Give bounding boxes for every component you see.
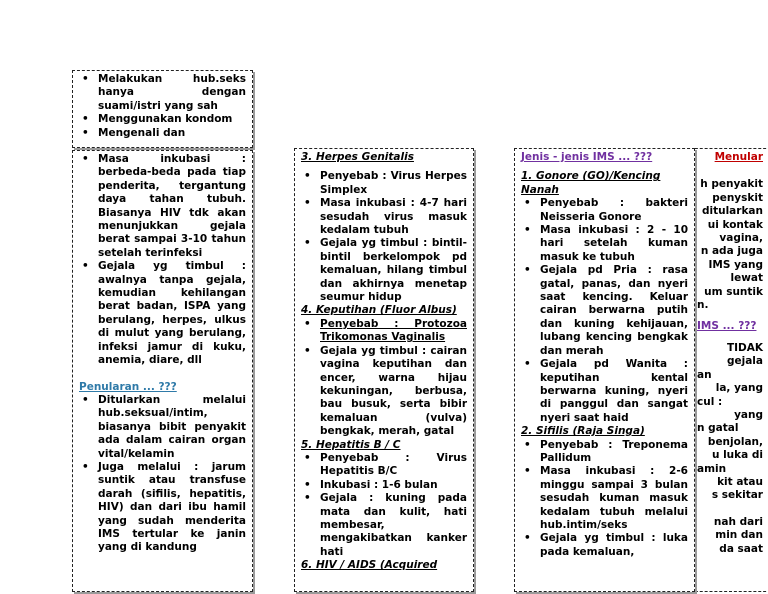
list-item: • Penyebab : Virus Herpes Simplex: [301, 170, 467, 197]
list-item: • Gejala yg timbul : luka pada kemaluan,: [521, 532, 688, 559]
text-fragment: min dan: [715, 529, 763, 542]
list-item: • Gejala : kuning pada mata dan kulit, hati membesar, mengakibatkan kanker hati: [301, 492, 467, 559]
text-fragment: IMS yang: [708, 258, 763, 271]
text-fragment: da saat: [719, 542, 763, 555]
list-item: • Gejala yg timbul : cairan vagina keputihan dan encer, warna hijau kekuningan, berbusa, bau busuk, serta bibir kemaluan (vulva) bengkak, merah, gatal: [301, 345, 467, 439]
section-heading-hepatitis: 5. Hepatitis B / C: [301, 438, 401, 451]
list-item: • Gejala yg timbul : bintil-bintil berkelompok pd kemaluan, hilang timbul dan akhirnya menetap seumur hidup: [301, 237, 467, 304]
text-fragment: cul :: [697, 395, 723, 408]
herpes-list: [301, 170, 467, 304]
list-item: • Ditularkan melalui hub.seksual/intim, biasanya bibit penyakit ada dalam cairan organ vital/kelamin: [79, 394, 246, 461]
text-fragment: penyskit: [712, 191, 763, 204]
text-fragment: TIDAK: [726, 341, 763, 354]
list-item: • Penyebab : bakteri Neisseria Gonore: [521, 197, 688, 224]
list-item: • Inkubasi : 1-6 bulan: [301, 479, 467, 492]
list-item: • Penyebab : Protozoa Trikomonas Vaginalis: [301, 318, 467, 345]
text-fragment: nah dari: [713, 515, 763, 528]
text-fragment: la, yang: [715, 382, 763, 395]
list-item: • Menggunakan kondom: [79, 113, 246, 126]
text-fragment: lewat: [730, 272, 763, 285]
section-heading-sifilis: 2. Sifilis (Raja Singa): [521, 425, 645, 438]
section-heading-herpes: 3. Herpes Genitalis: [301, 151, 414, 163]
text-fragment: gejala: [726, 355, 763, 368]
text-fragment: h penyakit: [700, 178, 763, 191]
hepatitis-list: [301, 452, 467, 559]
list-item: • Gejala pd Pria : rasa gatal, panas, dan nyeri saat kencing. Keluar cairan berwarna putih dan kuning kehijauan, lubang kencing bengkak dan merah: [521, 264, 688, 358]
text-fragment: kit atau: [717, 475, 763, 488]
penularan-list: [79, 394, 246, 555]
list-item: • Masa inkubasi : berbeda-beda pada tiap penderita, tergantung daya tahan tubuh. Biasanya HIV tdk akan menunjukkan gejala berat sampai 3-10 tahun setelah terinfeksi: [79, 153, 246, 260]
col4-box: [690, 148, 768, 592]
gonore-list: [521, 197, 688, 425]
list-item: • Masa inkubasi : 4-7 hari sesudah virus masuk kedalam tubuh: [301, 197, 467, 237]
list-item: • Gejala yg timbul : awalnya tanpa gejala, kemudian kehilangan berat badan, ISPA yang berulang, herpes, ulkus di mulut yang berulang, infeksi jamur di kuku, anemia, diare, dll: [79, 260, 246, 367]
list-item: • Penyebab : Virus Hepatitis B/C: [301, 452, 467, 479]
text-fragment: ditularkan: [701, 205, 763, 218]
list-item: • Masa inkubasi : 2-6 minggu sampai 3 bulan sesudah kuman masuk kedalam tubuh melalui hub.intim/seks: [521, 465, 688, 532]
text-fragment: ui kontak: [707, 218, 763, 231]
text-fragment: n gatal: [697, 422, 739, 435]
list-item: • Mengenali dan: [79, 127, 246, 140]
ims-heading-fragment: IMS ... ???: [697, 320, 757, 333]
list-item: • Penyebab : Treponema Pallidum: [521, 439, 688, 466]
section-heading-gonore: 1. Gonore (GO)/Kencing Nanah: [521, 170, 661, 196]
list-item: • Masa inkubasi : 2 - 10 hari setelah kuman masuk ke tubuh: [521, 224, 688, 264]
text-fragment: amin: [697, 462, 727, 475]
section-heading-keputihan: 4. Keputihan (Fluor Albus): [301, 304, 457, 317]
text-fragment: yang: [734, 408, 763, 421]
text-fragment: benjolan,: [707, 435, 763, 448]
section-heading-hiv: 6. HIV / AIDS (Acquired: [301, 559, 438, 572]
penularan-heading: Penularan ... ???: [79, 380, 177, 393]
text-fragment: um suntik: [704, 285, 763, 298]
sifilis-list: [521, 439, 688, 560]
text-fragment: u luka di: [711, 449, 763, 462]
col2-box: [294, 148, 474, 592]
hiv-details-list: [79, 153, 246, 368]
keputihan-list: [301, 318, 467, 439]
ims-types-heading: Jenis - jenis IMS ... ???: [521, 151, 653, 163]
text-fragment: an: [697, 368, 712, 381]
col1-main-box: [72, 150, 253, 592]
text-fragment: vagina,: [719, 232, 763, 245]
text-fragment: n.: [697, 299, 709, 312]
col1-top-box: [72, 70, 253, 148]
list-item: • Gejala pd Wanita : keputihan kental berwarna kuning, nyeri di panggul dan sangat nyeri saat haid: [521, 358, 688, 425]
menular-heading-fragment: Menular: [714, 151, 763, 163]
list-item: • Melakukan hub.seks hanya dengan suami/istri yang sah: [79, 73, 246, 113]
text-fragment: s sekitar: [711, 489, 763, 502]
prevention-list: [79, 73, 246, 140]
col3-box: [514, 148, 695, 592]
text-fragment: n ada juga: [700, 245, 763, 258]
list-item: • Juga melalui : jarum suntik atau transfuse darah (sifilis, hepatitis, HIV) dan dari ibu hamil yang sudah menderita IMS tertular ke janin yang di kandung: [79, 461, 246, 555]
